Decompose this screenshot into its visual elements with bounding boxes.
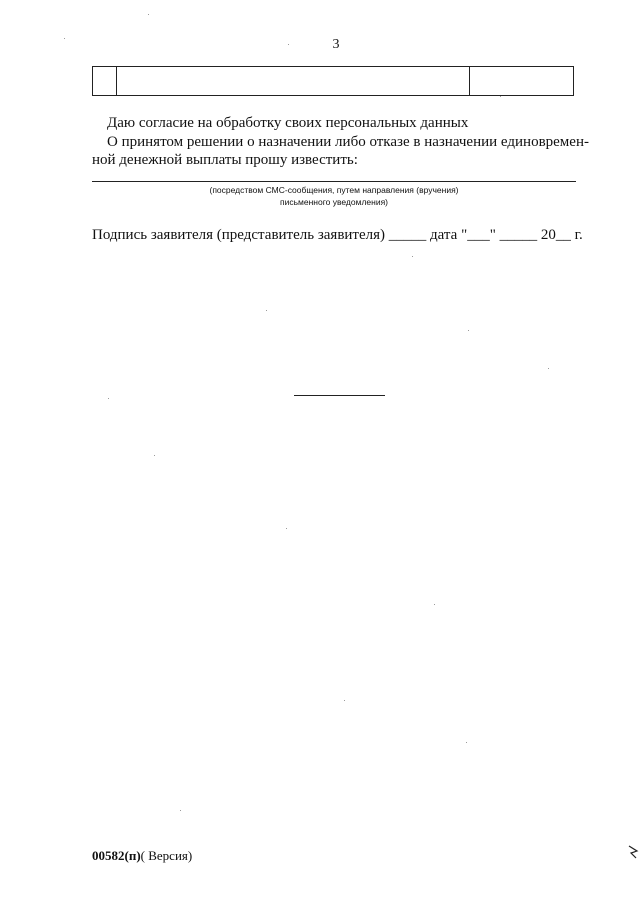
- document-version: [92, 848, 192, 864]
- scan-speck: [344, 700, 345, 701]
- scan-speck: [286, 528, 287, 529]
- table-cell-number: [93, 67, 117, 95]
- table-row: [92, 66, 574, 96]
- notification-request-line-1: О принятом решении о назначении либо отказе в назначении единовремен-: [107, 134, 589, 150]
- scan-speck: [548, 368, 549, 369]
- table-cell-description: [117, 67, 470, 95]
- document-code: 00582(п): [92, 848, 141, 863]
- separator-line: [294, 395, 385, 396]
- scan-edge-mark: [627, 845, 639, 859]
- scan-speck: [180, 810, 181, 811]
- scan-speck: [148, 14, 149, 15]
- scan-speck: [466, 742, 467, 743]
- page-number: 3: [332, 37, 340, 52]
- scan-speck: [108, 398, 109, 399]
- scan-speck: [468, 330, 469, 331]
- notification-method-field[interactable]: [92, 181, 576, 182]
- scan-speck: [64, 38, 65, 39]
- consent-statement: Даю согласие на обработку своих персональных данных: [107, 115, 469, 131]
- scan-speck: [154, 455, 155, 456]
- scan-speck: [500, 96, 501, 97]
- hint-line-1: (посредством СМС-сообщения, путем направления (вручения): [209, 185, 459, 195]
- hint-line-2: письменного уведомления): [279, 197, 389, 207]
- signature-date-line: Подпись заявителя (представитель заявителя) _____ дата "___" _____ 20__ г.: [92, 227, 583, 243]
- scan-speck: [288, 44, 289, 45]
- scan-speck: [412, 256, 413, 257]
- scan-speck: [266, 310, 267, 311]
- version-label: ( Версия): [140, 848, 193, 863]
- notification-request-line-2: ной денежной выплаты прошу известить:: [92, 152, 358, 168]
- table-cell-value: [470, 67, 573, 95]
- scan-speck: [434, 604, 435, 605]
- notification-method-hint: [92, 184, 576, 208]
